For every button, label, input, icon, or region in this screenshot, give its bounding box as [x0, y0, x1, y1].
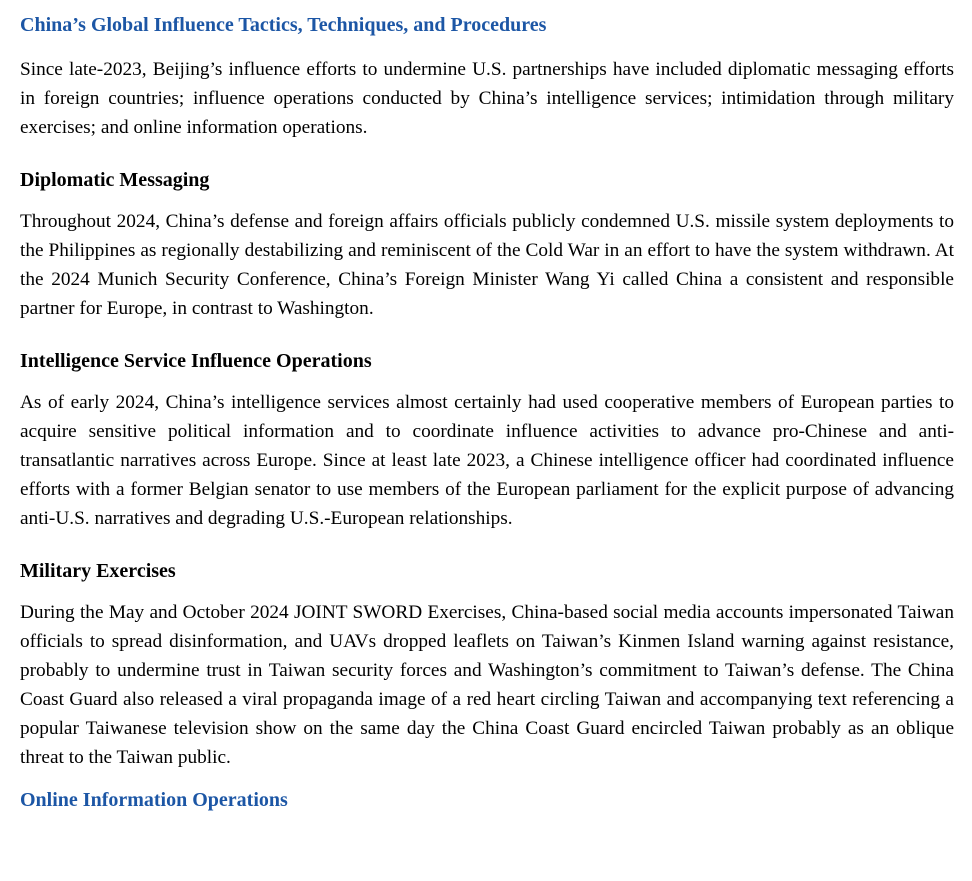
section-heading-military-exercises: Military Exercises	[20, 560, 176, 582]
section-military-exercises	[20, 557, 954, 772]
section-intelligence-service-influence-operations	[20, 347, 954, 533]
section-body-intelligence-service-influence-operations: As of early 2024, China’s intelligence services almost certainly had used cooperative members of European parties to acquire sensitive political information and to coordinate influence activities to advance pro-Chinese and anti-transatlantic narratives across Europe. Since at least late 2023, a Chinese intelligence officer had coordinated influence efforts with a former Belgian senator to use members of the European parliament for the explicit purpose of advancing anti-U.S. narratives and degrading U.S.-European relationships.	[20, 392, 954, 529]
section-body-military-exercises: During the May and October 2024 JOINT SWORD Exercises, China-based social media accounts impersonated Taiwan officials to spread disinformation, and UAVs dropped leaflets on Taiwan’s Kinmen Island warning against resistance, probably to undermine trust in Taiwan security forces and Washington’s commitment to Taiwan’s defense. The China Coast Guard also released a viral propaganda image of a red heart circling Taiwan and accompanying text referencing a popular Taiwanese television show on the same day the China Coast Guard encircled Taiwan probably as an oblique threat to the Taiwan public.	[20, 602, 954, 768]
cutoff-section-heading: Online Information Operations	[20, 789, 288, 811]
document-title: China’s Global Influence Tactics, Techniques, and Procedures	[20, 14, 547, 36]
section-body-diplomatic-messaging: Throughout 2024, China’s defense and foreign affairs officials publicly condemned U.S. missile system deployments to the Philippines as regionally destabilizing and reminiscent of the Cold War in an effort to have the system withdrawn. At the 2024 Munich Security Conference, China’s Foreign Minister Wang Yi called China a consistent and responsible partner for Europe, in contrast to Washington.	[20, 211, 954, 319]
section-heading-intelligence-service-influence-operations: Intelligence Service Influence Operations	[20, 350, 372, 372]
section-diplomatic-messaging	[20, 166, 954, 323]
intro-paragraph: Since late-2023, Beijing’s influence efforts to undermine U.S. partnerships have included diplomatic messaging efforts in foreign countries; influence operations conducted by China’s intelligence services; intimidation through military exercises; and online information operations.	[20, 59, 954, 138]
section-heading-diplomatic-messaging: Diplomatic Messaging	[20, 169, 210, 191]
